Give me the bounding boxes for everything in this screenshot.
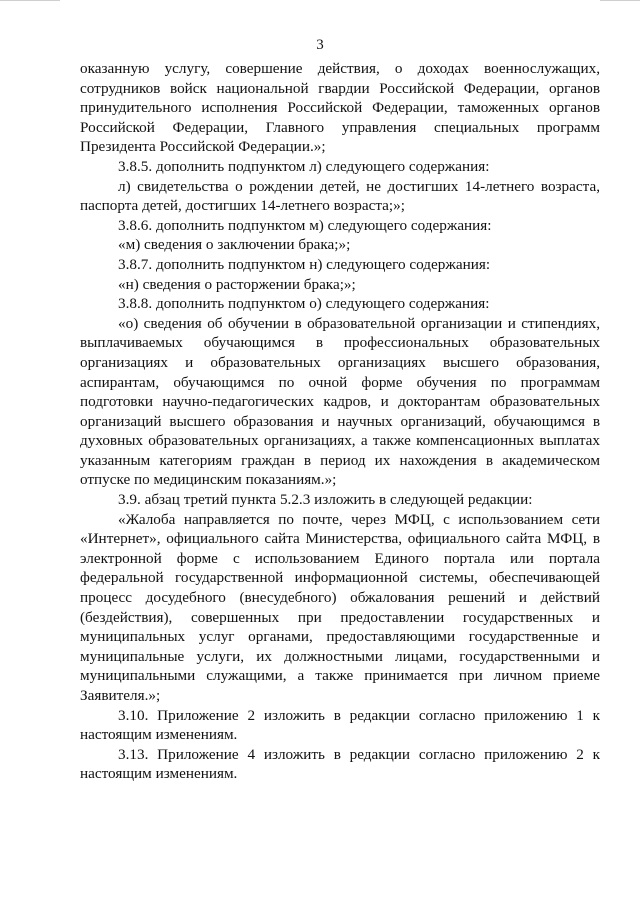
paragraph: оказанную услугу, совершение действия, о доходах военнослужащих, сотрудников войск национальной гвардии Российской Федерации, органов принудительного исполнения Российской Федерации, таможенных органов Российской Федерации, Главного управления специальных программ Президента Российской Федерации.»; (80, 60, 600, 156)
paragraph: 3.10. Приложение 2 изложить в редакции согласно приложению 1 к настоящим изменениям. (80, 706, 600, 744)
page-number: 3 (316, 37, 324, 53)
paragraph: 3.8.7. дополнить подпунктом н) следующего содержания: (118, 255, 491, 273)
paragraph: 3.8.6. дополнить подпунктом м) следующего содержания: (118, 216, 492, 234)
paragraph: 3.9. абзац третий пункта 5.2.3 изложить в следующей редакции: (118, 491, 533, 509)
paragraph: «н) сведения о расторжении брака;»; (118, 275, 356, 293)
paragraph: «Жалоба направляется по почте, через МФЦ, с использованием сети «Интернет», официального сайта Министерства, официального сайта МФЦ, в электронной форме с использованием Единого портала или портала федеральной государственной информационной системы, обеспечивающей процесс досудебного (внесудебного) обжалования решений и действий (бездействия), совершенных при предоставлении государственных и муниципальных услуг органами, предоставляющими государственные и муниципальные услуги, их должностными лицами, государственными и муниципальными служащими, а также принимается при личном приеме Заявителя.»; (80, 510, 600, 704)
paragraph: 3.13. Приложение 4 изложить в редакции согласно приложению 2 к настоящим изменениям. (80, 745, 600, 783)
paragraph: л) свидетельства о рождении детей, не достигших 14-летнего возраста, паспорта детей, достигших 14-летнего возраста;»; (80, 177, 600, 215)
scan-edge-mark (600, 0, 640, 1)
paragraph: «м) сведения о заключении брака;»; (118, 236, 351, 254)
paragraph: 3.8.5. дополнить подпунктом л) следующего содержания: (118, 157, 490, 175)
paragraph: «о) сведения об обучении в образовательной организации и стипендиях, выплачиваемых обучающимся в профессиональных образовательных организациях и образовательных организациях высшего образования, аспирантам, обучающимся по очной форме обучения по программам подготовки научно-педагогических кадров, и докторантам образовательных организаций высшего образования и научных организаций, обучающимся в духовных образовательных организациях, а также компенсационных выплатах указанным категориям граждан в период их нахождения в академическом отпуске по медицинским показаниям.»; (80, 314, 600, 489)
paragraph: 3.8.8. дополнить подпунктом о) следующего содержания: (118, 295, 490, 313)
scan-edge-mark (0, 0, 60, 1)
document-body (80, 59, 600, 784)
